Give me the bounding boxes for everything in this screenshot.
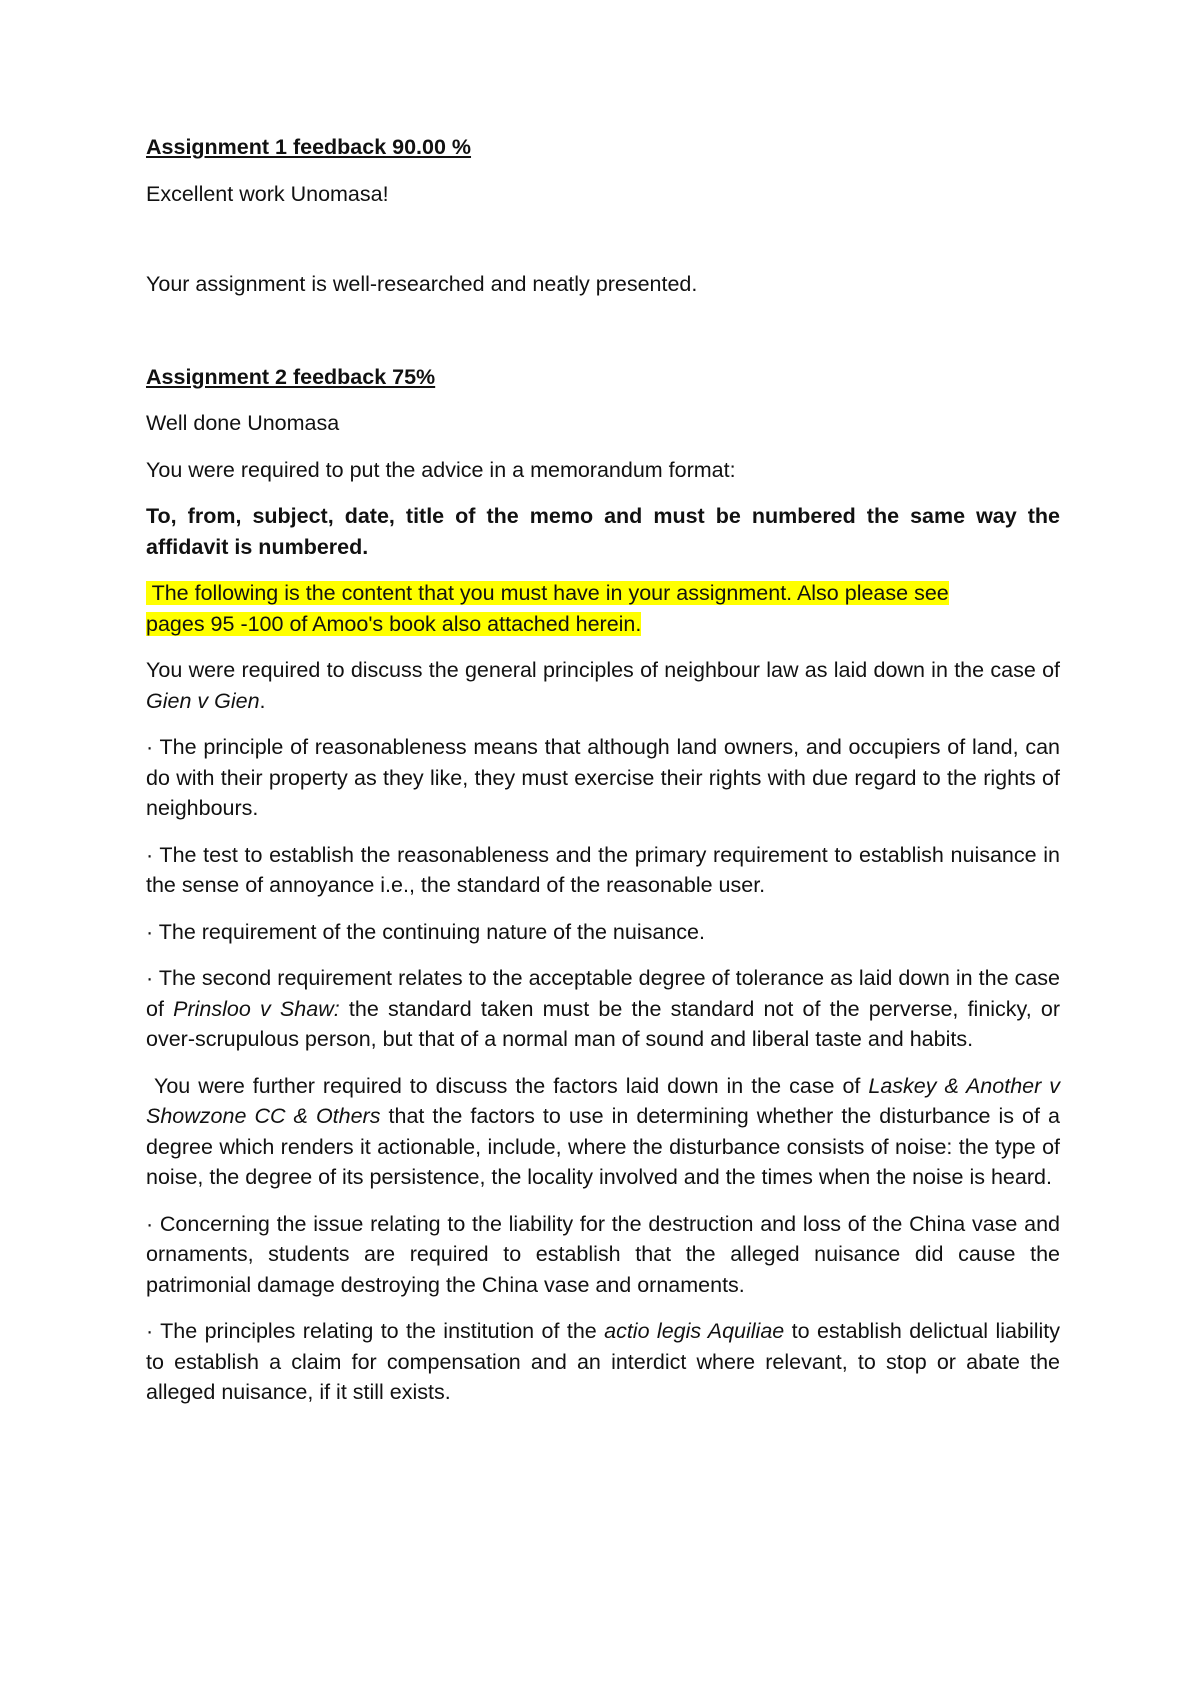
actio-text-b: to establish delictual liability to establish a claim for compensation and an interdict where relevant, to stop or abate the alleged nuisance, if it still exists. [146, 1319, 1060, 1404]
assignment-2-heading: Assignment 2 feedback 75% [146, 364, 436, 389]
case-name-gien: Gien v Gien [146, 688, 260, 713]
assignment-1-heading: Assignment 1 feedback 90.00 % [146, 135, 472, 159]
laskey-text-b: that the factors to use in determining whether the disturbance is of a degree which renders it actionable, include, where the disturbance consists of noise: the type of noise, the degree of its persistence, the locality involved and the times when the noise is heard. [146, 1104, 1060, 1189]
tolerance-text-a: · The second requirement relates to the acceptable degree of tolerance as laid down in the case of [146, 966, 1060, 1021]
highlighted-line-1: The following is the content that you must have in your assignment. Also please see [146, 581, 949, 605]
highlighted-line-2: pages 95 -100 of Amoo's book also attached herein. [146, 611, 642, 636]
assignment-1-comment: Your assignment is well-researched and neatly presented. [146, 272, 698, 296]
assignment-2-greeting: Well done Unomasa [146, 411, 340, 435]
bullet-actio-legis [146, 1316, 1060, 1408]
document-page [146, 132, 1060, 1408]
neighbour-law-paragraph [146, 655, 1060, 716]
bullet-china-vase: · Concerning the issue relating to the liability for the destruction and loss of the China vase and ornaments, students are required to establish that the alleged nuisance did cause the patrimonial damage destroying the China vase and ornaments. [146, 1211, 1060, 1297]
bullet-reasonableness: · The principle of reasonableness means that although land owners, and occupiers of land, can do with their property as they like, they must exercise their rights with due regard to the rights of neighbours. [146, 735, 1060, 820]
case-name-prinsloo: Prinsloo v Shaw: [173, 996, 340, 1021]
memo-intro: You were required to put the advice in a memorandum format: [146, 457, 736, 482]
bullet-reasonable-user: · The test to establish the reasonableness and the primary requirement to establish nuisance in the sense of annoyance i.e., the standard of the reasonable user. [146, 842, 1060, 897]
memo-format-requirements: To, from, subject, date, title of the memo and must be numbered the same way the affidavit is numbered. [146, 504, 1060, 559]
highlighted-instruction [146, 578, 1060, 639]
laskey-paragraph [146, 1071, 1060, 1193]
term-actio-legis-aquiliae: actio legis Aquiliae [604, 1319, 785, 1343]
case-name-laskey: Laskey & Another v Showzone CC & Others [146, 1073, 1060, 1128]
actio-text-a: · The principles relating to the institution of the [146, 1319, 605, 1343]
assignment-1-praise: Excellent work Unomasa! [146, 181, 389, 206]
neighbour-law-end: . [259, 688, 266, 713]
bullet-continuing-nature: · The requirement of the continuing nature of the nuisance. [146, 919, 705, 944]
tolerance-text-b: the standard taken must be the standard not of the perverse, finicky, or over-scrupulous person, but that of a normal man of sound and liberal taste and habits. [146, 996, 1060, 1051]
laskey-text-a: You were further required to discuss the factors laid down in the case of [146, 1073, 869, 1098]
neighbour-law-text: You were required to discuss the general principles of neighbour law as laid down in the case of [146, 658, 1060, 682]
bullet-tolerance [146, 963, 1060, 1055]
